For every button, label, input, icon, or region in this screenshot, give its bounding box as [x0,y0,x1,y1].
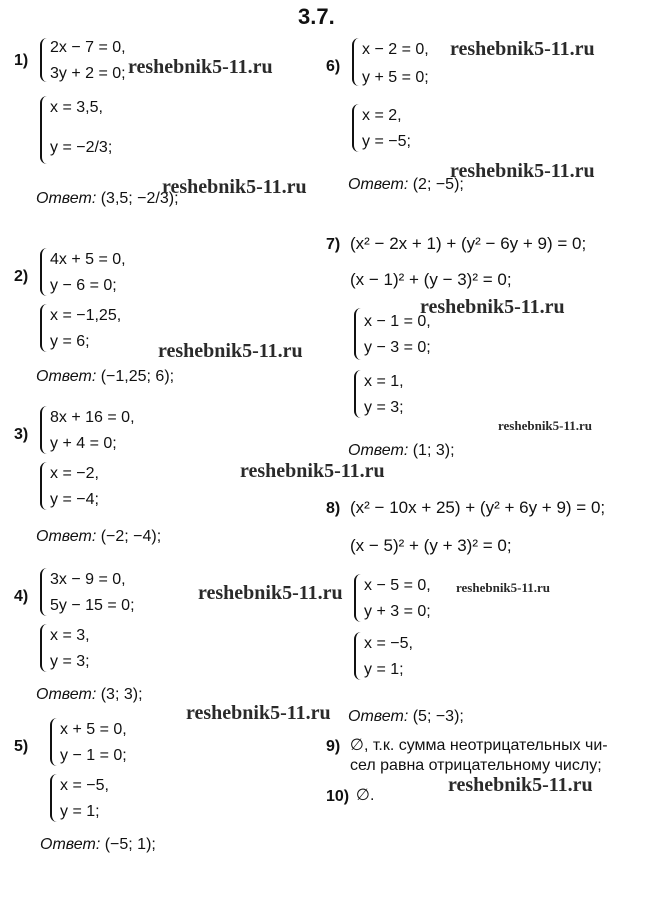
problem-7-equation-2: y − 3 = 0; [364,339,431,356]
problem-2-equation-1: 4x + 5 = 0, [50,251,126,268]
problem-9-text-line-1: ∅, т.к. сумма неотрицательных чи- [350,737,608,754]
answer-value: (3; 3); [100,686,143,703]
problem-8-equation-2: y + 3 = 0; [364,603,431,620]
solution-brace [352,104,360,152]
problem-4-equation-2: 5y − 15 = 0; [50,597,135,614]
problem-6-answer [348,176,464,194]
watermark: reshebnik5-11.ru [448,774,593,796]
problem-6-number: 6) [326,58,341,75]
problem-7-answer [348,442,455,460]
system-brace [40,248,48,296]
problem-3-number: 3) [14,426,29,443]
problem-7-number: 7) [326,236,341,253]
problem-8-equation: (x² − 10x + 25) + (y² + 6y + 9) = 0; [350,498,606,517]
answer-label: Ответ: [348,176,409,193]
system-brace [40,568,48,616]
problem-3-solution-y: y = −4; [50,491,99,508]
problem-5-equation-2: y − 1 = 0; [60,747,127,764]
answer-label: Ответ: [36,528,97,545]
watermark: reshebnik5-11.ru [240,460,385,482]
solution-brace [50,774,58,822]
answer-value: (−1,25; 6); [100,368,175,385]
watermark: reshebnik5-11.ru [198,582,343,604]
problem-4-answer [36,686,143,704]
problem-2-solution-x: x = −1,25, [50,307,122,324]
problem-1-equation-2: 3y + 2 = 0; [50,65,126,82]
system-brace [354,574,362,622]
watermark: reshebnik5-11.ru [450,160,595,182]
solution-brace [354,632,362,680]
system-brace [40,38,48,82]
answer-value: (5; −3); [412,708,464,725]
problem-10-number: 10) [326,788,350,805]
watermark: reshebnik5-11.ru [450,38,595,60]
problem-7-solution-x: x = 1, [364,373,404,390]
problem-8-squares: (x − 5)² + (y + 3)² = 0; [350,536,512,555]
problem-10-text: ∅. [356,787,375,804]
problem-3-equation-2: y + 4 = 0; [50,435,117,452]
solution-brace [40,624,48,672]
problem-2-solution-y: y = 6; [50,333,90,350]
problem-1-solution-x: x = 3,5, [50,99,103,116]
system-brace [40,406,48,454]
answer-value: (−5; 1); [104,836,156,853]
problem-8-equation-1: x − 5 = 0, [364,577,431,594]
answer-label: Ответ: [348,708,409,725]
watermark: reshebnik5-11.ru [158,340,303,362]
problem-9-number: 9) [326,738,341,755]
watermark: reshebnik5-11.ru [498,418,593,433]
problem-7-squares: (x − 1)² + (y − 3)² = 0; [350,270,512,289]
problem-7-equation: (x² − 2x + 1) + (y² − 6y + 9) = 0; [350,234,587,253]
answer-label: Ответ: [36,190,97,207]
answer-value: (3,5; −2/3); [100,190,179,207]
answer-value: (2; −5); [412,176,464,193]
watermark: reshebnik5-11.ru [162,176,307,198]
problem-8-solution-x: x = −5, [364,635,413,652]
problem-6-solution-x: x = 2, [362,107,402,124]
answer-value: (1; 3); [412,442,455,459]
problem-4-solution-x: x = 3, [50,627,90,644]
watermark: reshebnik5-11.ru [420,296,565,318]
solution-brace [40,304,48,352]
problem-1-answer [36,190,179,208]
problem-7-equation-1: x − 1 = 0, [364,313,431,330]
answer-label: Ответ: [36,368,97,385]
problem-8-answer [348,708,464,726]
problem-4-number: 4) [14,588,29,605]
watermark: reshebnik5-11.ru [186,702,331,724]
answer-label: Ответ: [348,442,409,459]
problem-2-equation-2: y − 6 = 0; [50,277,117,294]
problem-1-solution-y: y = −2/3; [50,139,113,156]
page-title: 3.7. [298,4,335,29]
problem-4-equation-1: 3x − 9 = 0, [50,571,126,588]
problem-1-equation-1: 2x − 7 = 0, [50,39,126,56]
problem-5-number: 5) [14,738,29,755]
problem-5-answer [40,836,156,854]
system-brace [354,308,362,360]
answer-label: Ответ: [40,836,101,853]
watermark: reshebnik5-11.ru [456,580,551,595]
solution-brace [40,462,48,510]
watermark: reshebnik5-11.ru [128,56,273,78]
solution-brace [354,370,362,418]
problem-5-solution-y: y = 1; [60,803,100,820]
answer-value: (−2; −4); [100,528,162,545]
problem-3-solution-x: x = −2, [50,465,99,482]
problem-4-solution-y: y = 3; [50,653,90,670]
answer-label: Ответ: [36,686,97,703]
system-brace [50,718,58,766]
problem-6-equation-2: y + 5 = 0; [362,69,429,86]
problem-9-text-line-2: сел равна отрицательному числу; [350,757,602,774]
problem-3-equation-1: 8x + 16 = 0, [50,409,135,426]
problem-3-answer [36,528,161,546]
problem-6-solution-y: y = −5; [362,133,411,150]
problem-7-solution-y: y = 3; [364,399,404,416]
problem-8-solution-y: y = 1; [364,661,404,678]
problem-6-equation-1: x − 2 = 0, [362,41,429,58]
problem-8-number: 8) [326,500,341,517]
solution-brace [40,96,48,164]
problem-5-solution-x: x = −5, [60,777,109,794]
problem-1-number: 1) [14,52,29,69]
problem-2-number: 2) [14,268,29,285]
problem-5-equation-1: x + 5 = 0, [60,721,127,738]
problem-2-answer [36,368,174,386]
system-brace [352,38,360,86]
